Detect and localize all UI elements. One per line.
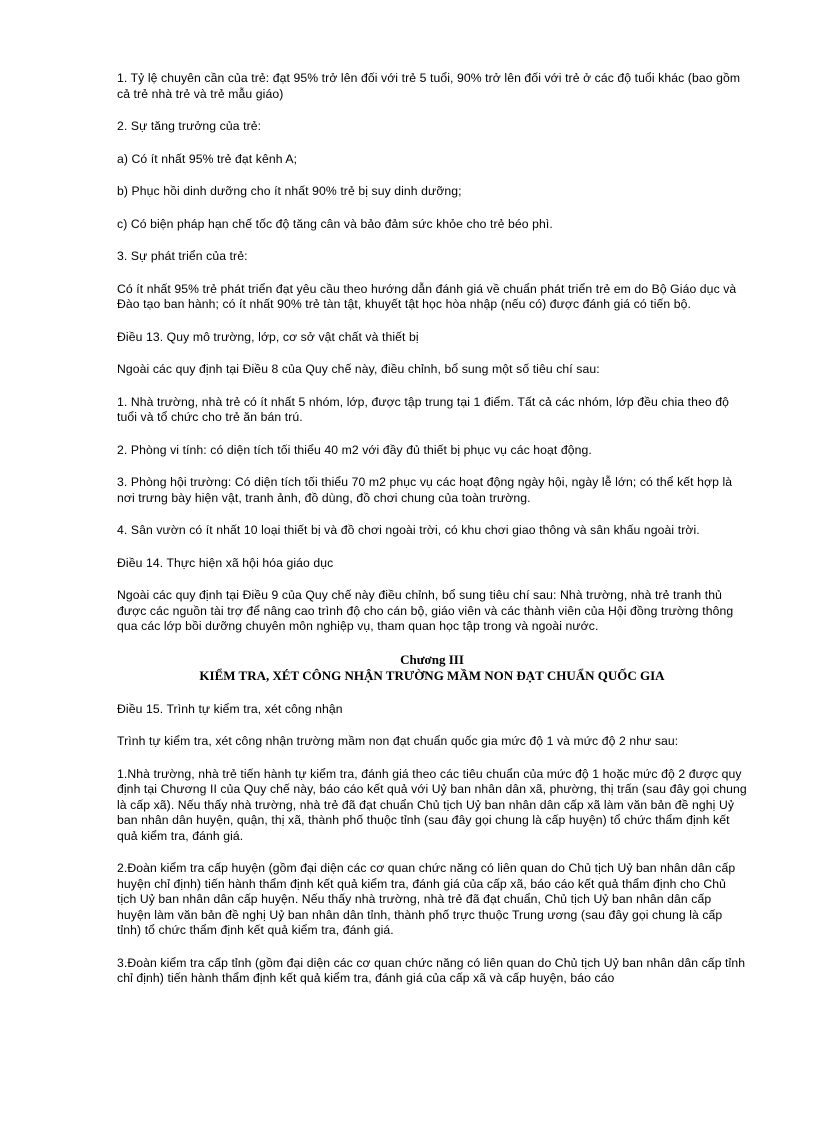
article-heading: Điều 14. Thực hiện xã hội hóa giáo dục (117, 555, 334, 570)
paragraph: 4. Sân vườn có ít nhất 10 loại thiết bị và đồ chơi ngoài trời, có khu chơi giao thông và sân khấu ngoài trời. (117, 523, 700, 537)
paragraph: c) Có biện pháp hạn chế tốc độ tăng cân và bảo đảm sức khỏe cho trẻ béo phì. (117, 216, 553, 231)
paragraph: Có ít nhất 95% trẻ phát triển đạt yêu cầu theo hướng dẫn đánh giá về chuẩn phát triển trẻ em do Bộ Giáo dục và Đào tạo ban hành; có ít nhất 90% trẻ tàn tật, khuyết tật học hòa nhập (nếu có) được đánh giá có tiến bộ. (117, 281, 737, 311)
chapter-title: KIỂM TRA, XÉT CÔNG NHẬN TRƯỜNG MẦM NON ĐẠT CHUẨN QUỐC GIA (199, 667, 665, 683)
paragraph: Trình tự kiểm tra, xét công nhận trường mầm non đạt chuẩn quốc gia mức độ 1 và mức độ 2 như sau: (117, 734, 679, 748)
paragraph: 1.Nhà trường, nhà trẻ tiến hành tự kiểm tra, đánh giá theo các tiêu chuẩn của mức độ 1 hoặc mức độ 2 được quy định tại Chương II của Quy chế này, báo cáo kết quả với Uỷ ban nhân dân xã, phường, thị trấn (sau đây gọi chung là cấp xã). Nếu thấy nhà trường, nhà trẻ đã đạt chuẩn Chủ tịch Uỷ ban nhân dân cấp xã làm văn bản đề nghị Uỷ ban nhân dân huyện, quận, thị xã, thành phố thuộc tỉnh (sau đây gọi chung là cấp huyện) tổ chức thẩm định kết quả kiểm tra, đánh giá. (117, 766, 747, 843)
paragraph: 2. Phòng vi tính: có diện tích tối thiểu 40 m2 với đầy đủ thiết bị phục vụ các hoạt động. (117, 442, 592, 457)
paragraph: Ngoài các quy định tại Điều 9 của Quy chế này điều chỉnh, bổ sung tiêu chí sau: Nhà trường, nhà trẻ tranh thủ được các nguồn tài trợ để nâng cao trình độ cho cán bộ, giáo viên và các thành viên của Hội đồng trường thông qua các lớp bồi dưỡng chuyên môn nghiệp vụ, tham quan học tập trong và ngoài nước. (117, 588, 734, 633)
article-heading: Điều 15. Trình tự kiểm tra, xét công nhận (117, 701, 343, 716)
paragraph: a) Có ít nhất 95% trẻ đạt kênh A; (117, 151, 298, 166)
paragraph: 2.Đoàn kiểm tra cấp huyện (gồm đại diện các cơ quan chức năng có liên quan do Chủ tịch Uỷ ban nhân dân cấp huyện chỉ định) tiến hành thẩm định kết quả kiểm tra, đánh giá của cấp xã, báo cáo kết quả thẩm định cho Chủ tịch Uỷ ban nhân dân cấp huyện. Nếu thấy nhà trường, nhà trẻ đã đạt chuẩn, Chủ tịch Uỷ ban nhân dân cấp huyện làm văn bản đề nghị Uỷ ban nhân dân tỉnh, thành phố trực thuộc Trung ương (sau đây gọi chung là cấp tỉnh) tổ chức thẩm định kết quả kiểm tra, đánh giá. (117, 861, 736, 937)
paragraph: b) Phục hồi dinh dưỡng cho ít nhất 90% trẻ bị suy dinh dưỡng; (117, 184, 462, 198)
document-body (117, 71, 747, 1004)
chapter-number: Chương III (400, 651, 464, 667)
paragraph: 3. Phòng hội trường: Có diện tích tối thiểu 70 m2 phục vụ các hoạt động ngày hội, ngày lễ lớn; có thể kết hợp là nơi trưng bày hiện vật, tranh ảnh, đồ dùng, đồ chơi chung của toàn trường. (117, 475, 733, 505)
article-heading: Điều 13. Quy mô trường, lớp, cơ sở vật chất và thiết bị (117, 329, 419, 344)
paragraph: 3.Đoàn kiểm tra cấp tỉnh (gồm đại diện các cơ quan chức năng có liên quan do Chủ tịch Uỷ ban nhân dân cấp tỉnh chỉ định) tiến hành thẩm định kết quả kiểm tra, đánh giá của cấp xã và cấp huyện, báo cáo (117, 955, 746, 985)
section-after (117, 702, 747, 987)
paragraph: 2. Sự tăng trưởng của trẻ: (117, 119, 262, 133)
paragraph: Ngoài các quy định tại Điều 8 của Quy chế này, điều chỉnh, bổ sung một số tiêu chí sau: (117, 362, 600, 376)
paragraph: 3. Sự phát triển của trẻ: (117, 249, 248, 263)
paragraph: 1. Nhà trường, nhà trẻ có ít nhất 5 nhóm, lớp, được tập trung tại 1 điểm. Tất cả các nhóm, lớp đều chia theo độ tuổi và tổ chức cho trẻ ăn bán trú. (117, 394, 729, 424)
paragraph: 1. Tỷ lệ chuyên cần của trẻ: đạt 95% trở lên đối với trẻ 5 tuổi, 90% trở lên đối với trẻ ở các độ tuổi khác (bao gồm cả trẻ nhà trẻ và trẻ mẫu giáo) (117, 71, 741, 101)
chapter-heading (117, 652, 747, 684)
section-before (117, 71, 747, 635)
